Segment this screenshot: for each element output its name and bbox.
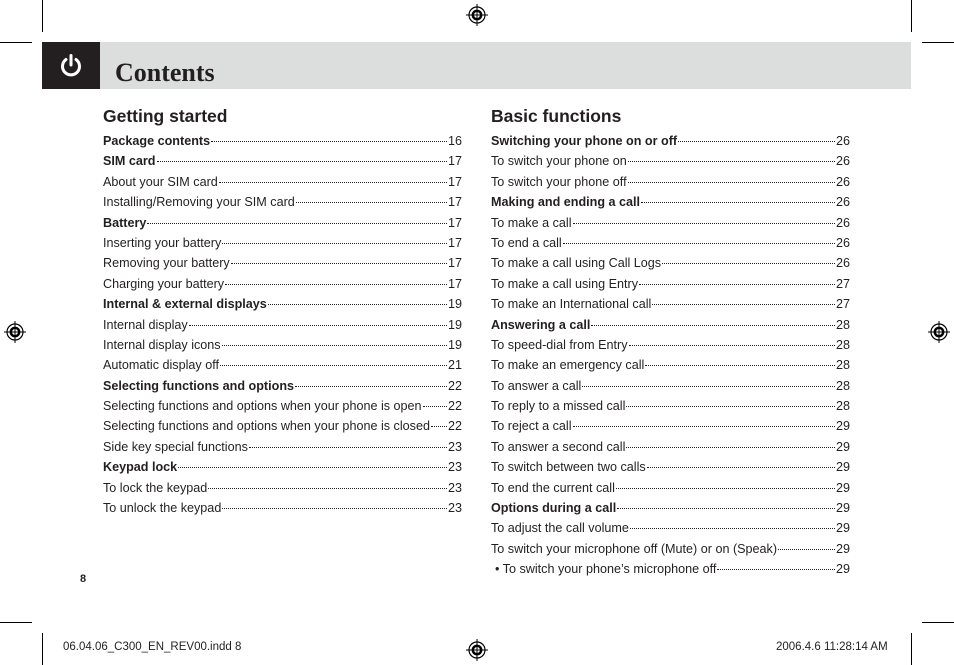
toc-entry-page: 26 <box>835 256 850 271</box>
dot-leader <box>563 243 835 244</box>
dot-leader <box>626 406 835 407</box>
toc-entry-page: 17 <box>447 174 462 189</box>
toc-entry[interactable] <box>103 498 462 518</box>
header-icon-box <box>42 42 100 89</box>
toc-entry-title: Selecting functions and options when your phone is closed <box>103 419 430 434</box>
toc-entry-page: 27 <box>835 276 850 291</box>
dot-leader <box>628 182 835 183</box>
dot-leader <box>678 141 835 142</box>
section-heading: Getting started <box>103 106 228 126</box>
toc-entry-title: To answer a call <box>491 378 582 393</box>
crop-mark <box>922 42 954 43</box>
crop-mark <box>911 0 912 32</box>
toc-entry-title: To speed-dial from Entry <box>491 337 628 352</box>
dot-leader <box>189 325 447 326</box>
toc-entry[interactable] <box>103 253 462 273</box>
toc-entry-title: To adjust the call volume <box>491 521 629 536</box>
dot-leader <box>222 243 447 244</box>
toc-entry-page: 26 <box>835 235 850 250</box>
toc-entry-title: About your SIM card <box>103 174 218 189</box>
toc-entry-title: To make a call using Call Logs <box>491 256 662 271</box>
dot-leader <box>778 549 835 550</box>
toc-entry-title: Removing your battery <box>103 256 230 271</box>
toc-column-getting-started <box>103 106 462 518</box>
dot-leader <box>591 325 835 326</box>
dot-leader <box>645 365 835 366</box>
toc-entry[interactable] <box>491 131 850 151</box>
dot-leader <box>652 304 835 305</box>
toc-entry[interactable] <box>491 233 850 253</box>
toc-entry-page: 19 <box>447 297 462 312</box>
toc-entry-page: 26 <box>835 195 850 210</box>
toc-entry-page: 28 <box>835 337 850 352</box>
toc-entry-title: To switch your phone on <box>491 154 627 169</box>
toc-entry-page: 26 <box>835 134 850 148</box>
dot-leader <box>222 508 447 509</box>
toc-entry[interactable] <box>491 437 850 457</box>
dot-leader <box>147 223 447 224</box>
toc-entry-page: 17 <box>447 235 462 250</box>
dot-leader <box>231 263 447 264</box>
toc-entry-page: 26 <box>835 174 850 189</box>
toc-entry-title: To make an emergency call <box>491 358 645 373</box>
dot-leader <box>296 202 447 203</box>
registration-mark-icon <box>4 321 26 343</box>
toc-entry-title: To switch between two calls <box>491 460 646 475</box>
toc-entry-page: 17 <box>447 154 462 169</box>
toc-entry[interactable] <box>491 518 850 538</box>
crop-mark <box>922 622 954 623</box>
power-icon <box>58 53 84 79</box>
toc-entry-page: 29 <box>835 460 850 475</box>
toc-entry[interactable] <box>491 151 850 171</box>
toc-entry-page: 22 <box>447 399 462 414</box>
toc-entry-title: To make a call using Entry <box>491 276 638 291</box>
dot-leader <box>219 182 447 183</box>
toc-column-basic-functions <box>491 106 850 580</box>
toc-entry-title: Inserting your battery <box>103 235 222 250</box>
toc-entry-title: To unlock the keypad <box>103 501 222 516</box>
toc-entry[interactable] <box>491 335 850 355</box>
toc-entry[interactable] <box>103 233 462 253</box>
toc-entry-title: Selecting functions and options when your phone is open <box>103 399 422 414</box>
dot-leader <box>208 488 447 489</box>
toc-list <box>103 131 462 518</box>
toc-entry-title: Package contents <box>103 134 211 148</box>
toc-entry[interactable] <box>491 478 850 498</box>
toc-entry[interactable] <box>491 294 850 314</box>
print-slug-file: 06.04.06_C300_EN_REV00.indd 8 <box>63 641 242 653</box>
toc-entry-title: To answer a second call <box>491 439 626 454</box>
toc-entry-page: 23 <box>447 460 462 475</box>
toc-entry-page: 26 <box>835 154 850 169</box>
toc-entry-title: Keypad lock <box>103 460 178 475</box>
toc-entry[interactable] <box>103 213 462 233</box>
toc-entry-title: • To switch your phone’s microphone off <box>495 562 717 577</box>
toc-entry-page: 29 <box>835 419 850 434</box>
dot-leader <box>630 528 835 529</box>
toc-entry-page: 22 <box>447 378 462 393</box>
toc-entry[interactable] <box>491 396 850 416</box>
dot-leader <box>629 345 835 346</box>
toc-entry[interactable] <box>103 396 462 416</box>
toc-entry-page: 29 <box>835 521 850 536</box>
toc-entry-title: Battery <box>103 215 147 230</box>
toc-entry[interactable] <box>103 131 462 151</box>
toc-entry-title: To reply to a missed call <box>491 399 626 414</box>
toc-entry[interactable] <box>103 151 462 171</box>
crop-mark <box>0 42 32 43</box>
dot-leader <box>423 406 447 407</box>
print-slug-timestamp: 2006.4.6 11:28:14 AM <box>776 641 888 653</box>
toc-entry-page: 26 <box>835 215 850 230</box>
toc-entry-title: Internal display icons <box>103 337 221 352</box>
toc-entry-title: Installing/Removing your SIM card <box>103 195 295 210</box>
toc-entry-title: To switch your phone off <box>491 174 627 189</box>
toc-entry-page: 17 <box>447 215 462 230</box>
toc-entry-page: 23 <box>447 480 462 495</box>
toc-entry-title: Charging your battery <box>103 276 225 291</box>
toc-entry[interactable] <box>491 355 850 375</box>
toc-entry[interactable] <box>103 192 462 212</box>
toc-entry-page: 28 <box>835 378 850 393</box>
toc-entry[interactable] <box>491 213 850 233</box>
toc-entry-page: 17 <box>447 256 462 271</box>
toc-entry-page: 17 <box>447 276 462 291</box>
crop-mark <box>0 622 32 623</box>
toc-entry-title: Switching your phone on or off <box>491 134 678 148</box>
toc-entry[interactable] <box>491 539 850 559</box>
toc-entry-title: To reject a call <box>491 419 572 434</box>
toc-entry-title: To lock the keypad <box>103 480 208 495</box>
toc-entry-title: Making and ending a call <box>491 195 641 210</box>
toc-entry[interactable] <box>103 274 462 294</box>
toc-entry[interactable] <box>103 478 462 498</box>
dot-leader <box>220 365 447 366</box>
page-title: Contents <box>115 58 215 87</box>
toc-entry-title: Automatic display off <box>103 358 219 373</box>
toc-entry[interactable] <box>103 294 462 314</box>
dot-leader <box>662 263 835 264</box>
toc-entry[interactable] <box>491 253 850 273</box>
toc-entry-title: Options during a call <box>491 501 617 516</box>
toc-entry-title: Internal display <box>103 317 188 332</box>
toc-entry-page: 28 <box>835 399 850 414</box>
toc-entry[interactable] <box>103 457 462 477</box>
toc-entry-page: 29 <box>835 439 850 454</box>
registration-mark-icon <box>466 639 488 661</box>
toc-entry-title: SIM card <box>103 154 156 169</box>
toc-entry-page: 19 <box>447 337 462 352</box>
toc-entry-page: 29 <box>835 562 850 577</box>
toc-entry[interactable] <box>103 376 462 396</box>
toc-entry[interactable] <box>103 335 462 355</box>
toc-entry[interactable] <box>491 192 850 212</box>
dot-leader <box>157 161 447 162</box>
toc-entry-page: 17 <box>447 195 462 210</box>
toc-entry[interactable] <box>491 457 850 477</box>
dot-leader <box>222 345 447 346</box>
dot-leader <box>626 447 835 448</box>
toc-entry-title: Side key special functions <box>103 439 248 454</box>
toc-entry-title: To switch your microphone off (Mute) or on (Speak) <box>491 541 778 556</box>
dot-leader <box>617 508 835 509</box>
crop-mark <box>42 0 43 32</box>
dot-leader <box>268 304 447 305</box>
toc-entry[interactable] <box>103 315 462 335</box>
dot-leader <box>211 141 447 142</box>
toc-entry-title: Selecting functions and options <box>103 378 295 393</box>
toc-entry[interactable] <box>491 172 850 192</box>
dot-leader <box>647 467 835 468</box>
toc-entry-page: 29 <box>835 480 850 495</box>
toc-entry-title: To make an International call <box>491 297 652 312</box>
toc-entry[interactable] <box>491 274 850 294</box>
toc-entry-page: 19 <box>447 317 462 332</box>
toc-entry-page: 23 <box>447 439 462 454</box>
toc-entry-title: To end a call <box>491 235 562 250</box>
toc-entry[interactable] <box>491 559 850 579</box>
crop-mark <box>42 633 43 665</box>
toc-entry[interactable] <box>103 172 462 192</box>
toc-entry[interactable] <box>103 437 462 457</box>
toc-entry-page: 28 <box>835 358 850 373</box>
toc-list <box>491 131 850 580</box>
dot-leader <box>717 569 835 570</box>
toc-entry-page: 27 <box>835 297 850 312</box>
page-number: 8 <box>80 573 87 585</box>
toc-entry[interactable] <box>491 376 850 396</box>
dot-leader <box>295 386 447 387</box>
dot-leader <box>573 223 835 224</box>
dot-leader <box>249 447 447 448</box>
toc-entry-page: 16 <box>447 134 462 148</box>
dot-leader <box>431 426 447 427</box>
toc-entry-page: 28 <box>835 317 850 332</box>
toc-entry-title: Internal & external displays <box>103 297 267 312</box>
section-heading: Basic functions <box>491 106 622 126</box>
toc-entry[interactable] <box>103 416 462 436</box>
dot-leader <box>616 488 835 489</box>
registration-mark-icon <box>466 4 488 26</box>
toc-entry-title: Answering a call <box>491 317 591 332</box>
toc-entry-page: 22 <box>447 419 462 434</box>
toc-entry-page: 29 <box>835 501 850 516</box>
dot-leader <box>178 467 447 468</box>
dot-leader <box>641 202 835 203</box>
dot-leader <box>628 161 835 162</box>
toc-entry[interactable] <box>491 498 850 518</box>
dot-leader <box>639 284 835 285</box>
dot-leader <box>573 426 835 427</box>
crop-mark <box>911 633 912 665</box>
toc-entry[interactable] <box>103 355 462 375</box>
toc-entry-title: To end the current call <box>491 480 615 495</box>
toc-entry-page: 23 <box>447 501 462 516</box>
toc-entry-page: 21 <box>447 358 462 373</box>
toc-entry-title: To make a call <box>491 215 572 230</box>
dot-leader <box>582 386 835 387</box>
toc-entry[interactable] <box>491 315 850 335</box>
registration-mark-icon <box>928 321 950 343</box>
toc-entry[interactable] <box>491 416 850 436</box>
toc-entry-page: 29 <box>835 541 850 556</box>
dot-leader <box>225 284 447 285</box>
